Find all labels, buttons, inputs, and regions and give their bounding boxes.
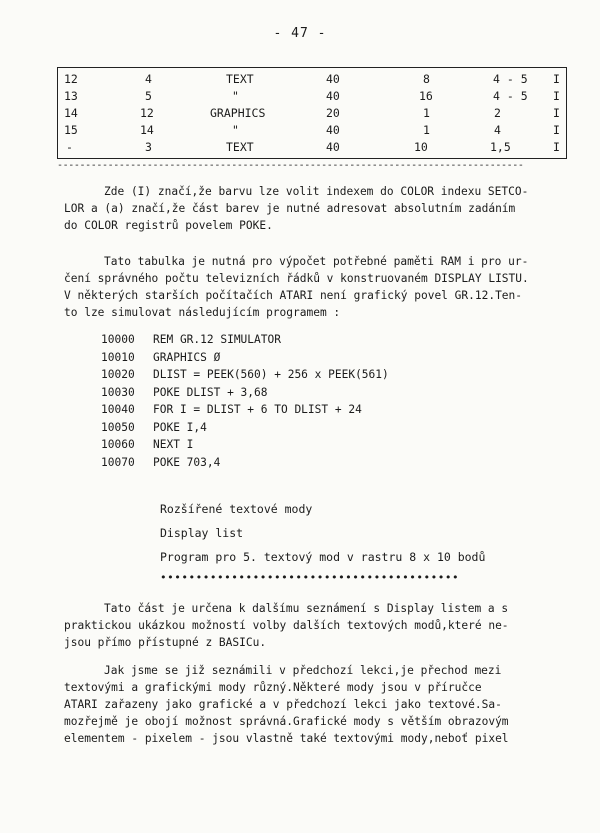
program-line [101, 403, 389, 421]
basic-program-listing [101, 333, 389, 473]
text-line: čení správného počtu televizních řádků v konstruovaném DISPLAY LISTU. [64, 272, 529, 285]
text-line: praktickou ukázkou možností volby dalších textových modů,které ne- [64, 619, 509, 632]
text-line: V některých starších počítačích ATARI není grafický povel GR.12.Ten- [64, 289, 523, 302]
heading-program: Program pro 5. textový mod v rastru 8 x 10 bodů [160, 550, 486, 564]
table-cell: 4 [494, 123, 501, 137]
text-line: LOR a (a) značí,že část barev je nutné adresovat absolutním zadáním [64, 202, 516, 215]
paragraph-section-intro [64, 600, 564, 651]
text-line: do COLOR registrů povelem POKE. [64, 219, 273, 232]
table-cell: I [553, 140, 560, 154]
table-row [58, 123, 566, 139]
table-cell: TEXT [226, 72, 254, 86]
table-cell: I [553, 72, 560, 86]
table-cell: 10 [414, 140, 428, 154]
line-code: POKE 703,4 [153, 455, 221, 469]
text-line: jsou přímo přístupné z BASICu. [64, 636, 267, 649]
table-cell: 12 [140, 106, 154, 120]
program-line [101, 421, 389, 439]
table-cell: 12 [64, 72, 78, 86]
paragraph-color-note [64, 183, 564, 234]
program-line [101, 456, 389, 474]
table-cell: 2 [494, 106, 501, 120]
line-number: 10040 [101, 403, 135, 416]
program-line [101, 351, 389, 369]
program-line [101, 368, 389, 386]
line-code: POKE I,4 [153, 420, 207, 434]
line-code: REM GR.12 SIMULATOR [153, 333, 281, 346]
text-line: Jak jsme se již seznámili v předchozí lekci,je přechod mezi [104, 664, 502, 677]
table-cell: 1 [423, 123, 430, 137]
line-number: 10070 [101, 455, 135, 469]
text-line: Tato tabulka je nutná pro výpočet potřebné paměti RAM i pro ur- [104, 255, 529, 268]
table-cell: " [232, 89, 239, 103]
line-code: FOR I = DLIST + 6 TO DLIST + 24 [153, 403, 362, 416]
program-line [101, 438, 389, 456]
table-cell: 5 [145, 89, 152, 103]
table-cell: 4 [145, 72, 152, 86]
table-cell: TEXT [226, 140, 254, 154]
table-cell: 4 - 5 [493, 89, 528, 103]
line-number: 10000 [101, 333, 135, 346]
table-cell: - [66, 140, 73, 154]
table-cell: 1 [423, 106, 430, 120]
table-row [58, 72, 566, 88]
table-cell: 40 [326, 123, 340, 137]
text-line: mozřejmě je obojí možnost správná.Grafické mody s větším obrazovým [64, 715, 509, 728]
line-code: POKE DLIST + 3,68 [153, 385, 268, 399]
dashed-rule: ----------------------------------------------------------------------------------- [57, 160, 524, 171]
text-line: Tato část je určena k dalšímu seznámení s Display listem a s [104, 602, 509, 615]
text-line: elementem - pixelem - jsou vlastně také textovými mody,neboť pixel [64, 732, 509, 745]
text-line: ATARI zařazeny jako grafické a v předchozí lekci jako textové.Sa- [64, 698, 502, 711]
table-cell: 3 [145, 140, 152, 154]
text-line: textovými a grafickými mody různý.Některé mody jsou v příručce [64, 681, 482, 694]
table-cell: 20 [326, 106, 340, 120]
paragraph-table-usage [64, 253, 564, 321]
heading-display-list: Display list [160, 526, 244, 540]
mode-table [57, 67, 567, 159]
table-cell: 1,5 [490, 140, 511, 154]
line-number: 10050 [101, 420, 135, 434]
line-number: 10060 [101, 438, 135, 451]
line-code: NEXT I [153, 438, 194, 451]
table-cell: 14 [140, 123, 154, 137]
text-line: to lze simulovat následujícím programem : [64, 306, 341, 319]
table-cell: 13 [64, 89, 78, 103]
table-cell: 40 [326, 89, 340, 103]
table-cell: 16 [419, 89, 433, 103]
table-row [58, 106, 566, 122]
table-cell: 14 [64, 106, 78, 120]
line-code: GRAPHICS Ø [153, 350, 221, 364]
line-code: DLIST = PEEK(560) + 256 x PEEK(561) [153, 368, 389, 381]
table-row [58, 89, 566, 105]
table-cell: " [232, 123, 239, 137]
table-row [58, 140, 566, 156]
table-cell: 40 [326, 72, 340, 86]
table-cell: I [553, 89, 560, 103]
table-cell: 15 [64, 123, 78, 137]
table-cell: 40 [326, 140, 340, 154]
table-cell: 4 - 5 [493, 72, 528, 86]
line-number: 10020 [101, 368, 135, 381]
table-cell: 8 [423, 72, 430, 86]
table-cell: GRAPHICS [210, 106, 266, 120]
dotted-rule: •••••••••••••••••••••••••••••••••••••••••• [160, 571, 460, 584]
program-line [101, 333, 389, 351]
section-headings [160, 502, 485, 574]
table-cell: I [553, 123, 560, 137]
text-line: Zde (I) značí,že barvu lze volit indexem do COLOR indexu SETCO- [104, 185, 529, 198]
table-cell: I [553, 106, 560, 120]
line-number: 10030 [101, 385, 135, 399]
heading-extended-text-modes: Rozšířené textové mody [160, 502, 313, 516]
line-number: 10010 [101, 350, 135, 364]
paragraph-modes [64, 662, 564, 747]
program-line [101, 386, 389, 404]
page-number: - 47 - [273, 26, 327, 41]
